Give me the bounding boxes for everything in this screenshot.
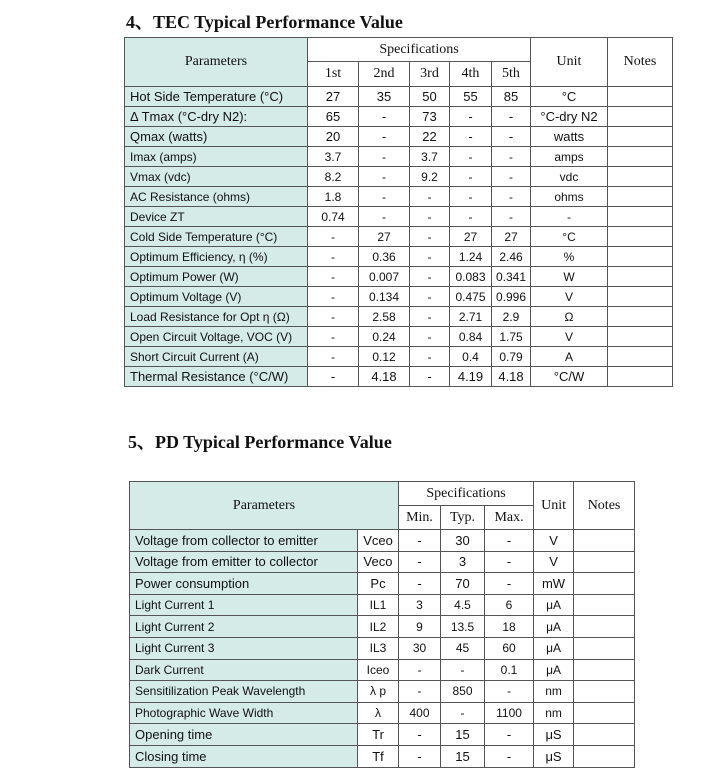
parameter-name: Optimum Power (W) — [125, 267, 308, 287]
notes-cell — [608, 367, 673, 387]
spec-value: - — [450, 107, 492, 127]
spec-value: 0.12 — [359, 347, 410, 367]
table-row — [130, 637, 635, 659]
table-row — [130, 573, 635, 595]
spec-value: 0.24 — [359, 327, 410, 347]
notes-cell — [608, 327, 673, 347]
notes-cell — [608, 107, 673, 127]
spec-value: 0.007 — [359, 267, 410, 287]
table-row — [125, 267, 673, 287]
spec-value: 50 — [410, 87, 450, 107]
notes-cell — [574, 573, 635, 595]
unit-value: V — [534, 551, 574, 573]
spec-value: 1.8 — [308, 187, 359, 207]
spec-value: 27 — [492, 227, 531, 247]
spec-value: 27 — [359, 227, 410, 247]
parameter-name: Opening time — [130, 724, 358, 746]
spec-value: - — [399, 530, 441, 552]
pd-parameters-header: Parameters — [130, 482, 399, 530]
table-row — [125, 187, 673, 207]
spec-value: 0.134 — [359, 287, 410, 307]
table-row — [130, 724, 635, 746]
unit-value: °C/W — [531, 367, 608, 387]
spec-value: - — [410, 327, 450, 347]
spec-value: - — [359, 147, 410, 167]
unit-value: A — [531, 347, 608, 367]
spec-value: - — [492, 207, 531, 227]
spec-value: 65 — [308, 107, 359, 127]
parameter-symbol: IL2 — [358, 616, 399, 638]
notes-cell — [608, 267, 673, 287]
table-row — [125, 307, 673, 327]
spec-value: 4.18 — [492, 367, 531, 387]
parameter-name: Vmax (vdc) — [125, 167, 308, 187]
parameter-name: Open Circuit Voltage, VOC (V) — [125, 327, 308, 347]
spec-value: 27 — [308, 87, 359, 107]
spec-value: 0.74 — [308, 207, 359, 227]
spec-value: 73 — [410, 107, 450, 127]
spec-value: - — [441, 659, 485, 681]
notes-cell — [608, 167, 673, 187]
notes-cell — [574, 637, 635, 659]
spec-value: 0.84 — [450, 327, 492, 347]
parameter-name: Imax (amps) — [125, 147, 308, 167]
parameter-name: Thermal Resistance (°C/W) — [125, 367, 308, 387]
spec-value: 0.341 — [492, 267, 531, 287]
parameter-name: Load Resistance for Opt η (Ω) — [125, 307, 308, 327]
parameter-name: Light Current 3 — [130, 637, 358, 659]
pd-col-header: Typ. — [441, 506, 485, 530]
table-row — [125, 247, 673, 267]
unit-value: μA — [534, 659, 574, 681]
spec-value: 15 — [441, 745, 485, 767]
spec-value: 85 — [492, 87, 531, 107]
unit-value: μS — [534, 724, 574, 746]
tec-col-header: 3rd — [410, 62, 450, 87]
spec-value: 0.083 — [450, 267, 492, 287]
parameter-name: Photographic Wave Width — [130, 702, 358, 724]
spec-value: 3.7 — [308, 147, 359, 167]
table-row — [125, 287, 673, 307]
table-row — [125, 167, 673, 187]
spec-value: 60 — [485, 637, 534, 659]
table-row — [130, 530, 635, 552]
spec-value: - — [485, 573, 534, 595]
unit-value: μA — [534, 594, 574, 616]
pd-performance-table — [129, 481, 635, 768]
spec-value: - — [359, 207, 410, 227]
notes-cell — [574, 530, 635, 552]
table-row — [125, 127, 673, 147]
spec-value: - — [450, 187, 492, 207]
pd-col-header: Min. — [399, 506, 441, 530]
spec-value: - — [410, 307, 450, 327]
parameter-name: Device ZT — [125, 207, 308, 227]
spec-value: 2.9 — [492, 307, 531, 327]
spec-value: 1.24 — [450, 247, 492, 267]
spec-value: 850 — [441, 681, 485, 703]
unit-value: V — [531, 287, 608, 307]
spec-value: - — [450, 147, 492, 167]
notes-cell — [574, 659, 635, 681]
table-row — [130, 702, 635, 724]
unit-value: V — [534, 530, 574, 552]
spec-value: 1100 — [485, 702, 534, 724]
table-row — [125, 87, 673, 107]
parameter-name: Optimum Voltage (V) — [125, 287, 308, 307]
spec-value: - — [308, 307, 359, 327]
tec-col-header: 5th — [492, 62, 531, 87]
parameter-name: Light Current 2 — [130, 616, 358, 638]
notes-cell — [574, 681, 635, 703]
parameter-name: Cold Side Temperature (°C) — [125, 227, 308, 247]
spec-value: 55 — [450, 87, 492, 107]
table-row — [130, 745, 635, 767]
spec-value: - — [450, 127, 492, 147]
spec-value: - — [308, 327, 359, 347]
tec-performance-table — [124, 37, 673, 387]
unit-value: °C — [531, 87, 608, 107]
notes-cell — [608, 307, 673, 327]
unit-value: watts — [531, 127, 608, 147]
spec-value: 13.5 — [441, 616, 485, 638]
unit-value: amps — [531, 147, 608, 167]
parameter-name: Optimum Efficiency, η (%) — [125, 247, 308, 267]
spec-value: 27 — [450, 227, 492, 247]
spec-value: 9.2 — [410, 167, 450, 187]
spec-value: 4.5 — [441, 594, 485, 616]
spec-value: - — [410, 207, 450, 227]
notes-cell — [608, 247, 673, 267]
parameter-name: Dark Current — [130, 659, 358, 681]
spec-value: - — [450, 207, 492, 227]
parameter-symbol: Iceo — [358, 659, 399, 681]
pd-specifications-header: Specifications — [399, 482, 534, 506]
tec-col-header: 4th — [450, 62, 492, 87]
notes-cell — [574, 745, 635, 767]
pd-unit-header: Unit — [534, 482, 574, 530]
table-row — [125, 347, 673, 367]
spec-value: 2.46 — [492, 247, 531, 267]
spec-value: 400 — [399, 702, 441, 724]
spec-value: - — [359, 127, 410, 147]
parameter-symbol: IL1 — [358, 594, 399, 616]
parameter-name: Short Circuit Current (A) — [125, 347, 308, 367]
table-row — [125, 107, 673, 127]
spec-value: - — [485, 551, 534, 573]
notes-cell — [608, 287, 673, 307]
notes-cell — [608, 207, 673, 227]
spec-value: 45 — [441, 637, 485, 659]
parameter-name: Hot Side Temperature (°C) — [125, 87, 308, 107]
spec-value: 30 — [441, 530, 485, 552]
unit-value: °C-dry N2 — [531, 107, 608, 127]
table-row — [130, 659, 635, 681]
spec-value: - — [410, 367, 450, 387]
spec-value: - — [485, 681, 534, 703]
spec-value: - — [410, 247, 450, 267]
spec-value: - — [485, 724, 534, 746]
spec-value: 0.996 — [492, 287, 531, 307]
spec-value: - — [399, 724, 441, 746]
spec-value: - — [485, 530, 534, 552]
parameter-symbol: Pc — [358, 573, 399, 595]
unit-value: vdc — [531, 167, 608, 187]
parameter-name: Qmax (watts) — [125, 127, 308, 147]
spec-value: 22 — [410, 127, 450, 147]
notes-cell — [608, 127, 673, 147]
spec-value: 0.475 — [450, 287, 492, 307]
unit-value: μS — [534, 745, 574, 767]
spec-value: - — [399, 659, 441, 681]
spec-value: - — [308, 367, 359, 387]
notes-cell — [608, 147, 673, 167]
spec-value: - — [485, 745, 534, 767]
unit-value: Ω — [531, 307, 608, 327]
unit-value: % — [531, 247, 608, 267]
spec-value: - — [359, 187, 410, 207]
notes-cell — [608, 187, 673, 207]
spec-value: - — [450, 167, 492, 187]
parameter-name: Voltage from emitter to collector — [130, 551, 358, 573]
notes-cell — [608, 87, 673, 107]
parameter-symbol: λ p — [358, 681, 399, 703]
tec-section-heading: 4、TEC Typical Performance Value — [126, 12, 403, 32]
spec-value: - — [308, 287, 359, 307]
tec-col-header: 1st — [308, 62, 359, 87]
spec-value: 3 — [399, 594, 441, 616]
table-row — [125, 327, 673, 347]
spec-value: - — [399, 681, 441, 703]
spec-value: 8.2 — [308, 167, 359, 187]
unit-value: mW — [534, 573, 574, 595]
notes-cell — [608, 227, 673, 247]
spec-value: - — [492, 107, 531, 127]
spec-value: - — [410, 287, 450, 307]
unit-value: μA — [534, 616, 574, 638]
spec-value: - — [492, 127, 531, 147]
unit-value: V — [531, 327, 608, 347]
parameter-name: Power consumption — [130, 573, 358, 595]
spec-value: - — [399, 551, 441, 573]
parameter-symbol: Tr — [358, 724, 399, 746]
notes-cell — [574, 616, 635, 638]
spec-value: - — [308, 267, 359, 287]
parameter-name: Light Current 1 — [130, 594, 358, 616]
parameter-symbol: Veco — [358, 551, 399, 573]
spec-value: 3 — [441, 551, 485, 573]
parameter-name: AC Resistance (ohms) — [125, 187, 308, 207]
table-row — [130, 551, 635, 573]
spec-value: 2.58 — [359, 307, 410, 327]
spec-value: 4.19 — [450, 367, 492, 387]
table-row — [125, 227, 673, 247]
spec-value: - — [492, 187, 531, 207]
tec-parameters-header: Parameters — [125, 38, 308, 87]
spec-value: 20 — [308, 127, 359, 147]
unit-value: μA — [534, 637, 574, 659]
unit-value: W — [531, 267, 608, 287]
spec-value: 1.75 — [492, 327, 531, 347]
spec-value: 35 — [359, 87, 410, 107]
tec-specifications-header: Specifications — [308, 38, 531, 62]
table-row — [130, 681, 635, 703]
tec-notes-header: Notes — [608, 38, 673, 87]
unit-value: °C — [531, 227, 608, 247]
notes-cell — [574, 702, 635, 724]
spec-value: - — [410, 267, 450, 287]
parameter-name: Δ Tmax (°C-dry N2): — [125, 107, 308, 127]
table-row — [125, 207, 673, 227]
table-row — [125, 147, 673, 167]
pd-notes-header: Notes — [574, 482, 635, 530]
pd-section-heading: 5、PD Typical Performance Value — [128, 432, 392, 452]
parameter-symbol: Vceo — [358, 530, 399, 552]
notes-cell — [608, 347, 673, 367]
spec-value: - — [359, 167, 410, 187]
spec-value: 0.4 — [450, 347, 492, 367]
parameter-name: Sensitilization Peak Wavelength — [130, 681, 358, 703]
unit-value: - — [531, 207, 608, 227]
spec-value: 18 — [485, 616, 534, 638]
spec-value: 4.18 — [359, 367, 410, 387]
spec-value: 15 — [441, 724, 485, 746]
spec-value: - — [308, 247, 359, 267]
spec-value: - — [399, 573, 441, 595]
parameter-symbol: Tf — [358, 745, 399, 767]
spec-value: 3.7 — [410, 147, 450, 167]
spec-value: - — [399, 745, 441, 767]
spec-value: 2.71 — [450, 307, 492, 327]
unit-value: nm — [534, 681, 574, 703]
spec-value: 30 — [399, 637, 441, 659]
table-row — [125, 367, 673, 387]
spec-value: 9 — [399, 616, 441, 638]
spec-value: - — [410, 187, 450, 207]
parameter-symbol: IL3 — [358, 637, 399, 659]
spec-value: - — [410, 347, 450, 367]
table-row — [130, 594, 635, 616]
notes-cell — [574, 724, 635, 746]
tec-col-header: 2nd — [359, 62, 410, 87]
tec-unit-header: Unit — [531, 38, 608, 87]
unit-value: nm — [534, 702, 574, 724]
spec-value: - — [410, 227, 450, 247]
parameter-name: Closing time — [130, 745, 358, 767]
pd-col-header: Max. — [485, 506, 534, 530]
spec-value: 6 — [485, 594, 534, 616]
spec-value: 0.79 — [492, 347, 531, 367]
spec-value: - — [492, 147, 531, 167]
table-row — [130, 616, 635, 638]
parameter-symbol: λ — [358, 702, 399, 724]
parameter-name: Voltage from collector to emitter — [130, 530, 358, 552]
spec-value: - — [441, 702, 485, 724]
spec-value: - — [308, 347, 359, 367]
spec-value: - — [359, 107, 410, 127]
spec-value: 0.36 — [359, 247, 410, 267]
spec-value: - — [308, 227, 359, 247]
spec-value: 0.1 — [485, 659, 534, 681]
notes-cell — [574, 551, 635, 573]
spec-value: - — [492, 167, 531, 187]
spec-value: 70 — [441, 573, 485, 595]
notes-cell — [574, 594, 635, 616]
unit-value: ohms — [531, 187, 608, 207]
